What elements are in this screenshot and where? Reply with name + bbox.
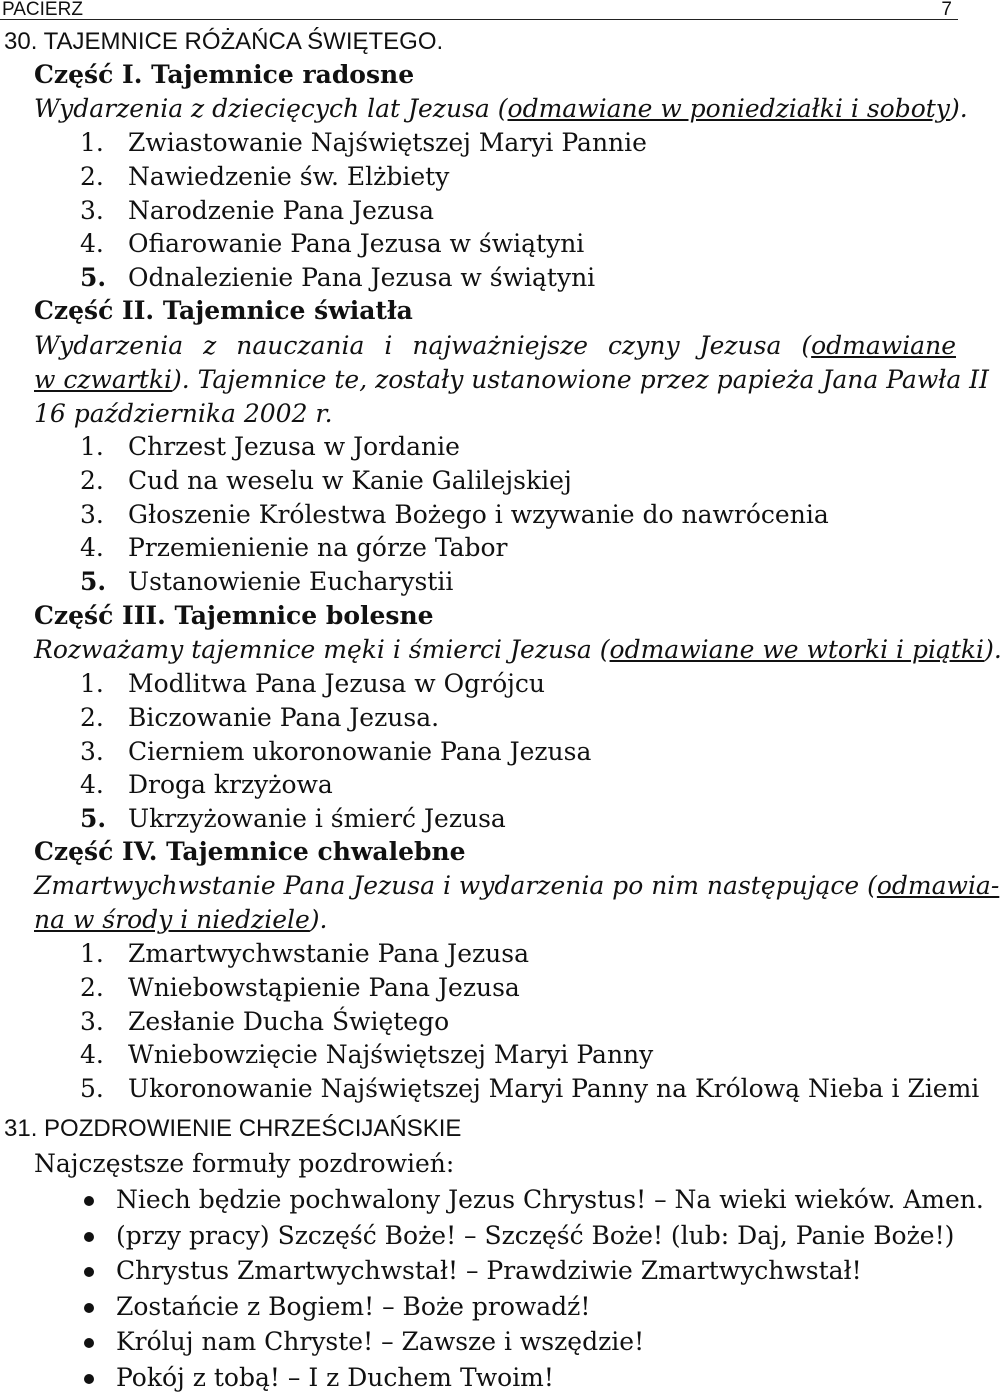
greeting-item: Pokój z tobą! – I z Duchem Twoim! [116, 1363, 554, 1392]
list-item [80, 195, 434, 227]
list-item-text: Przemienienie na górze Tabor [128, 533, 508, 563]
page-number: 7 [941, 0, 952, 20]
list-item-text: Odnalezienie Pana Jezusa w świątyni [128, 263, 596, 293]
list-item-number: 3. [80, 195, 104, 225]
desc-text: Rozważamy tajemnice męki i śmierci Jezusa ( [34, 635, 610, 664]
part-label: Część IV. [34, 837, 158, 866]
part-heading [34, 295, 413, 327]
list-item [80, 972, 520, 1004]
list-item-text: Nawiedzenie św. Elżbiety [128, 161, 450, 191]
list-item-number: 4. [80, 1040, 104, 1070]
list-item [80, 769, 333, 801]
part-description [34, 904, 328, 936]
bullet-icon [84, 1267, 94, 1277]
desc-text: ). [949, 94, 968, 123]
bullet-icon [84, 1196, 94, 1206]
list-item [80, 161, 449, 193]
list-item-text: Wniebowstąpienie Pana Jezusa [128, 972, 520, 1002]
list-item-text: Głoszenie Królestwa Bożego i wzywanie do nawrócenia [128, 499, 829, 529]
list-item-text: Narodzenie Pana Jezusa [128, 195, 434, 225]
list-item-number: 2. [80, 702, 104, 732]
list-item-text: Cud na weselu w Kanie Galilejskiej [128, 465, 572, 495]
list-item-text: Chrzest Jezusa w Jordanie [128, 432, 460, 461]
part-label: Część II. [34, 296, 155, 325]
desc-underlined: odmawiane w poniedziałki i soboty [507, 94, 950, 123]
list-item-number: 3. [80, 499, 104, 529]
list-item-number: 1. [80, 128, 104, 157]
part-heading [34, 600, 434, 632]
part-name: Tajemnice chwalebne [166, 837, 466, 866]
list-item-text: Ofiarowanie Pana Jezusa w świątyni [128, 229, 585, 259]
list-item-text: Zwiastowanie Najświętszej Maryi Pannie [128, 128, 647, 157]
desc-text: Wydarzenia z nauczania i najważniejsze czyny Jezusa ( [34, 331, 812, 360]
list-item [80, 465, 572, 497]
part-description [34, 364, 989, 396]
part-label: Część III. [34, 601, 166, 630]
list-item-number: 2. [80, 972, 104, 1002]
bullet-icon [84, 1374, 94, 1384]
list-item [80, 736, 591, 768]
desc-underlined: w czwartki [34, 365, 172, 394]
list-item-text: Modlitwa Pana Jezusa w Ogrójcu [128, 669, 545, 698]
list-item-text: Ustanowienie Eucharystii [128, 567, 454, 597]
list-item [80, 668, 545, 700]
list-item-text: Cierniem ukoronowanie Pana Jezusa [128, 736, 592, 766]
part-description [34, 634, 1002, 666]
greeting-item: Chrystus Zmartwychwstał! – Prawdziwie Zmartwychwstał! [116, 1256, 862, 1286]
list-item [80, 499, 829, 531]
list-item-text: Wniebowzięcie Najświętszej Maryi Panny [128, 1040, 654, 1070]
desc-text: Wydarzenia z dziecięcych lat Jezusa ( [34, 94, 508, 123]
bullet-icon [84, 1303, 94, 1313]
part-description [34, 330, 956, 362]
page-header [0, 0, 958, 20]
list-item-number: 3. [80, 1006, 104, 1036]
part-heading [34, 59, 414, 91]
list-item [80, 532, 507, 564]
section-intro: Najczęstsze formuły pozdrowień: [34, 1149, 455, 1178]
list-item-number: 4. [80, 770, 104, 800]
list-item-text: Ukrzyżowanie i śmierć Jezusa [128, 804, 506, 834]
part-name: Tajemnice bolesne [174, 601, 434, 630]
desc-text: ). [309, 905, 328, 934]
list-item-number: 1. [80, 432, 104, 461]
desc-underlined: odmawiane we wtorki i piątki [609, 635, 985, 664]
list-item-text: Ukoronowanie Najświętszej Maryi Panny na Królową Nieba i Ziemi [128, 1074, 980, 1104]
list-item-number: 4. [80, 229, 104, 259]
list-item-number: 3. [80, 736, 104, 766]
list-item [80, 228, 584, 260]
list-item-number: 1. [80, 939, 104, 968]
desc-text: ). [984, 635, 1002, 664]
list-item-text: Droga krzyżowa [128, 770, 333, 800]
list-item-text: Zmartwychwstanie Pana Jezusa [128, 939, 530, 968]
desc-text: Zmartwychwstanie Pana Jezusa i wydarzenia po nim następujące ( [34, 871, 877, 900]
list-item-text: Biczowanie Pana Jezusa. [128, 702, 440, 732]
bullet-icon [84, 1232, 94, 1242]
desc-underlined: odmawia- [876, 871, 1000, 900]
list-item [80, 938, 529, 970]
part-description [34, 870, 1000, 902]
list-item-text: Zesłanie Ducha Świętego [128, 1006, 450, 1036]
part-heading [34, 836, 466, 868]
list-item [80, 431, 460, 463]
desc-underlined: na w środy i niedziele [34, 905, 310, 934]
part-description: 16 października 2002 r. [34, 399, 333, 428]
section-title: 30. TAJEMNICE RÓŻAŃCA ŚWIĘTEGO. [4, 28, 444, 55]
list-item-number: 4. [80, 533, 104, 563]
list-item-number: 5. [80, 263, 107, 293]
list-item-number: 5. [80, 567, 107, 597]
list-item [80, 1073, 979, 1105]
list-item-number: 5. [80, 804, 107, 834]
list-item [80, 566, 453, 598]
greeting-item: Zostańcie z Bogiem! – Boże prowadź! [116, 1291, 591, 1321]
list-item [80, 1039, 653, 1071]
greeting-item: Niech będzie pochwalony Jezus Chrystus! – Na wieki wieków. Amen. [116, 1185, 984, 1214]
list-item-number: 5. [80, 1074, 104, 1104]
part-name: Tajemnice światła [162, 296, 413, 325]
list-item-number: 2. [80, 465, 104, 495]
list-item [80, 127, 647, 159]
desc-text: ). Tajemnice te, zostały ustanowione przez papieża Jana Pawła II [171, 365, 989, 394]
section-title: 31. POZDROWIENIE CHRZEŚCIJAŃSKIE [4, 1115, 462, 1142]
running-head: PACIERZ [2, 0, 83, 20]
part-label: Część I. [34, 60, 143, 89]
list-item [80, 262, 595, 294]
list-item [80, 702, 439, 734]
greeting-item: Króluj nam Chryste! – Zawsze i wszędzie! [116, 1327, 645, 1357]
list-item-number: 1. [80, 669, 104, 698]
list-item [80, 1006, 449, 1038]
desc-underlined: odmawiane [811, 331, 956, 360]
list-item [80, 803, 506, 835]
part-name: Tajemnice radosne [151, 60, 415, 89]
bullet-icon [84, 1338, 94, 1348]
list-item-number: 2. [80, 161, 104, 191]
part-description [34, 93, 968, 125]
greeting-item: (przy pracy) Szczęść Boże! – Szczęść Boże! (lub: Daj, Panie Boże!) [116, 1220, 955, 1250]
